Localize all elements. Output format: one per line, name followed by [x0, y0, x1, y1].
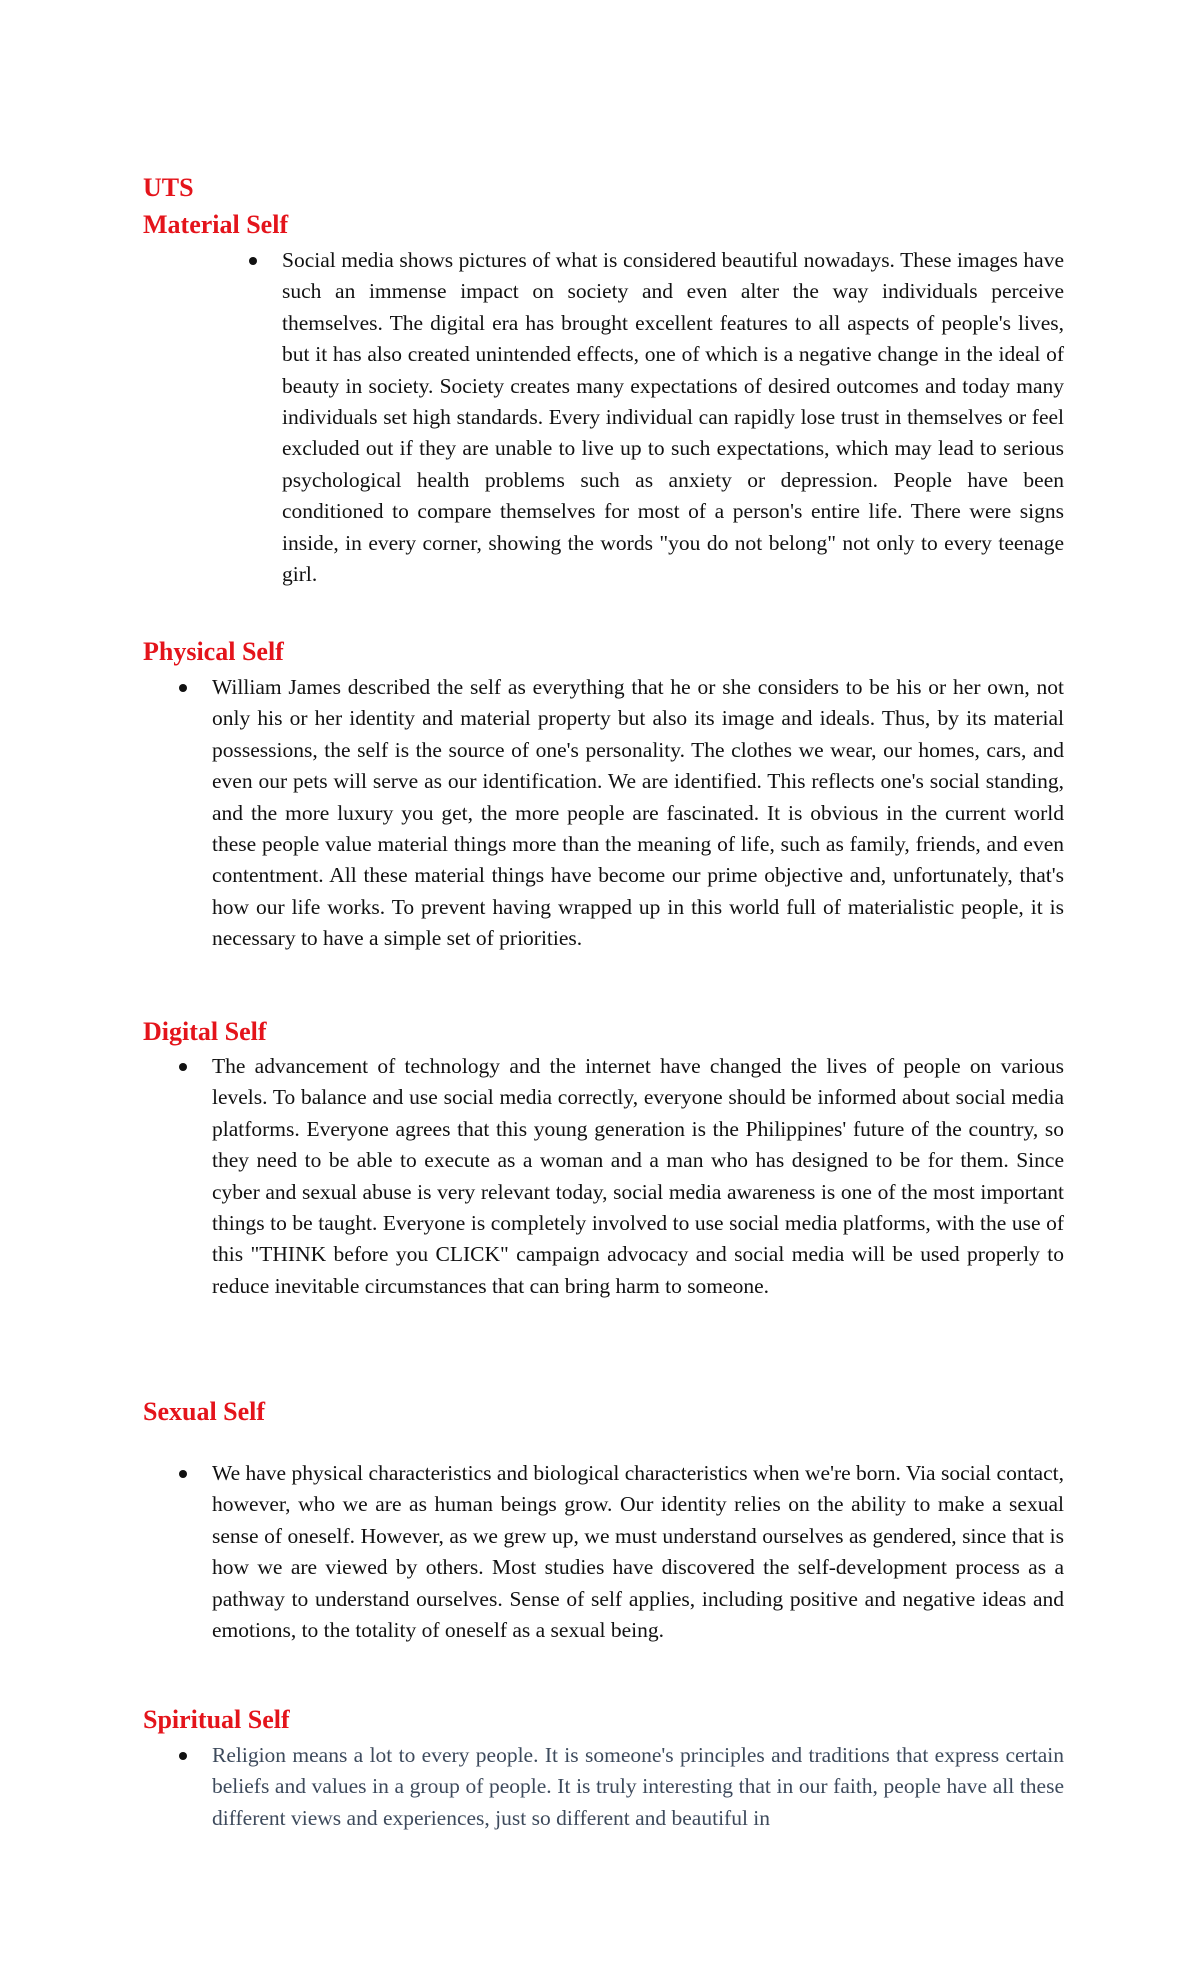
bullet-icon [249, 257, 257, 265]
list-item [212, 672, 1064, 955]
paragraph-spiritual-self: Religion means a lot to every people. It is someone's principles and traditions that express certain beliefs and values in a group of people. It is truly interesting that in our faith, people have all these different views and experiences, just so different and beautiful in [212, 1743, 1064, 1830]
list-item [282, 245, 1064, 590]
paragraph-digital-self: The advancement of technology and the internet have changed the lives of people on various levels. To balance and use social media correctly, everyone should be informed about social media platforms. Everyone agrees that this young generation is the Philippines' future of the country, so they need to be able to execute as a woman and a man who has designed to be for them. Since cyber and sexual abuse is very relevant today, social media awareness is one of the most important things to be taught. Everyone is completely involved to use social media platforms, with the use of this "THINK before you CLICK" campaign advocacy and social media will be used properly to reduce inevitable circumstances that can bring harm to someone. [212, 1054, 1064, 1298]
section-heading-spiritual-self: Spiritual Self [143, 1705, 290, 1734]
bullet-icon [179, 1470, 187, 1478]
document-title: UTS [143, 173, 194, 202]
list-item [212, 1458, 1064, 1646]
section-list-material-self [282, 245, 1064, 590]
list-item [212, 1051, 1064, 1302]
bullet-icon [179, 684, 187, 692]
section-heading-digital-self: Digital Self [143, 1017, 267, 1046]
paragraph-sexual-self: We have physical characteristics and biological characteristics when we're born. Via social contact, however, who we are as human beings grow. Our identity relies on the ability to make a sexual sense of oneself. However, as we grew up, we must understand ourselves as gendered, since that is how we are viewed by others. Most studies have discovered the self-development process as a pathway to understand ourselves. Sense of self applies, including positive and negative ideas and emotions, to the totality of oneself as a sexual being. [212, 1461, 1064, 1643]
section-heading-sexual-self: Sexual Self [143, 1397, 266, 1426]
section-list-sexual-self [212, 1458, 1064, 1646]
section-heading-material-self: Material Self [143, 210, 289, 239]
list-item [212, 1740, 1064, 1834]
section-list-digital-self [212, 1051, 1064, 1302]
bullet-icon [179, 1752, 187, 1760]
bullet-icon [179, 1063, 187, 1071]
section-list-physical-self [212, 672, 1064, 955]
paragraph-material-self: Social media shows pictures of what is considered beautiful nowadays. These images have such an immense impact on society and even alter the way individuals perceive themselves. The digital era has brought excellent features to all aspects of people's lives, but it has also created unintended effects, one of which is a negative change in the ideal of beauty in society. Society creates many expectations of desired outcomes and today many individuals set high standards. Every individual can rapidly lose trust in themselves or feel excluded out if they are unable to live up to such expectations, which may lead to serious psychological health problems such as anxiety or depression. People have been conditioned to compare themselves for most of a person's entire life. There were signs inside, in every corner, showing the words "you do not belong" not only to every teenage girl. [282, 248, 1064, 587]
section-heading-physical-self: Physical Self [143, 637, 284, 666]
section-list-spiritual-self [212, 1740, 1064, 1834]
paragraph-physical-self: William James described the self as everything that he or she considers to be his or her own, not only his or her identity and material property but also its image and ideals. Thus, by its material possessions, the self is the source of one's personality. The clothes we wear, our homes, cars, and even our pets will serve as our identification. We are identified. This reflects one's social standing, and the more luxury you get, the more people are fascinated. It is obvious in the current world these people value material things more than the meaning of life, such as family, friends, and even contentment. All these material things have become our prime objective and, unfortunately, that's how our life works. To prevent having wrapped up in this world full of materialistic people, it is necessary to have a simple set of priorities. [212, 675, 1064, 951]
